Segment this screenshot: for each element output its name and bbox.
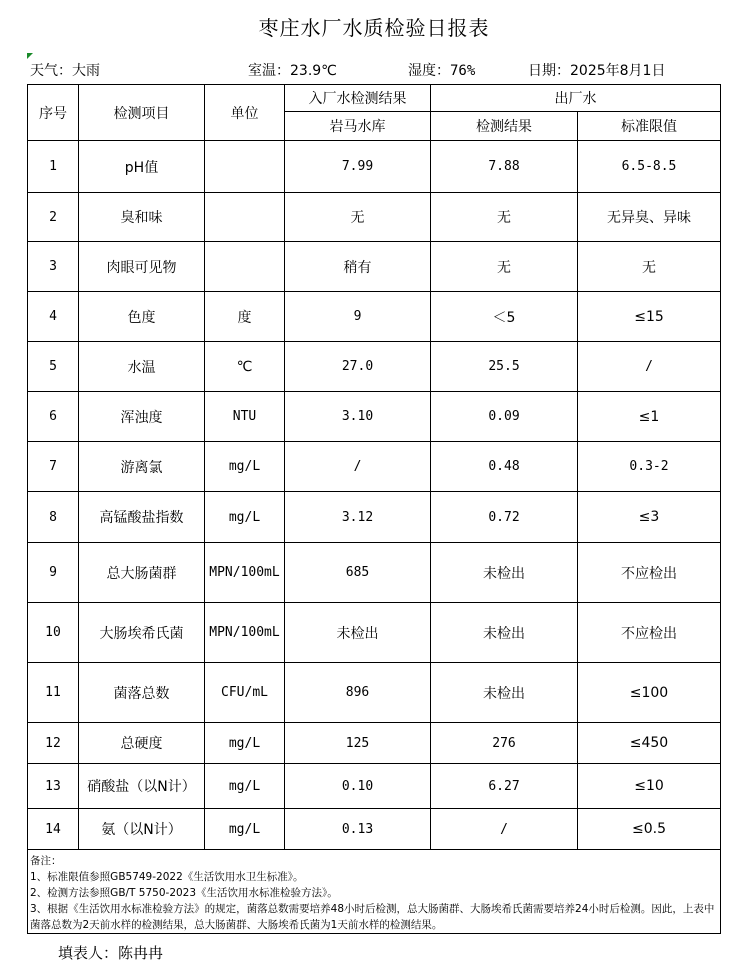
filler-label: 填表人： [58,944,119,962]
cell-limit: ≤100 [578,663,721,723]
cell-seq: 4 [28,292,79,342]
cell-unit: NTU [205,392,285,442]
cell-result: 276 [431,723,578,764]
cell-item: 总硬度 [79,723,205,764]
room-temperature-info [248,60,337,80]
cell-seq: 6 [28,392,79,442]
cell-seq: 8 [28,492,79,543]
cell-item: 浑浊度 [79,392,205,442]
cell-item: 硝酸盐（以N计） [79,764,205,809]
cell-inlet: 27.0 [285,342,431,392]
notes-heading: 备注： [30,855,62,867]
cell-inlet: 0.10 [285,764,431,809]
cell-inlet: 稍有 [285,242,431,292]
cell-inlet: 685 [285,543,431,603]
cell-item: 色度 [79,292,205,342]
table-row [28,543,721,603]
table-row [28,141,721,193]
water-quality-table [27,84,721,934]
cell-result: 7.88 [431,141,578,193]
cell-item: 游离氯 [79,442,205,492]
cell-limit: 无异臭、异味 [578,193,721,242]
note-line-1: 1、标准限值参照GB5749-2022《生活饮用水卫生标准》。 [30,871,304,883]
cell-limit: ≤1 [578,392,721,442]
cell-inlet: 无 [285,193,431,242]
cell-seq: 2 [28,193,79,242]
table-row [28,809,721,850]
cell-item: 水温 [79,342,205,392]
table-row [28,663,721,723]
cell-unit [205,193,285,242]
cell-seq: 11 [28,663,79,723]
cell-result: 无 [431,193,578,242]
cell-item: 氨（以N计） [79,809,205,850]
cell-result: 6.27 [431,764,578,809]
cell-item: 肉眼可见物 [79,242,205,292]
cell-item: 高锰酸盐指数 [79,492,205,543]
cell-result: ＜5 [431,292,578,342]
table-row [28,442,721,492]
cell-inlet: 7.99 [285,141,431,193]
date-info [528,60,665,80]
table-row [28,342,721,392]
cell-limit: 不应检出 [578,543,721,603]
cell-limit: ≤3 [578,492,721,543]
cell-inlet: 9 [285,292,431,342]
cell-inlet: 0.13 [285,809,431,850]
cell-unit: mg/L [205,492,285,543]
report-title: 枣庄水厂水质检验日报表 [258,16,490,40]
cell-unit: mg/L [205,723,285,764]
cell-seq: 1 [28,141,79,193]
notes-cell [28,850,721,934]
cell-seq: 3 [28,242,79,292]
cell-item: 总大肠菌群 [79,543,205,603]
cell-limit: 6.5-8.5 [578,141,721,193]
room-temperature-value: 23.9℃ [290,63,337,79]
cell-limit: ≤0.5 [578,809,721,850]
humidity-label: 湿度： [408,63,450,79]
cell-result: 0.48 [431,442,578,492]
cell-inlet: / [285,442,431,492]
cell-limit: 无 [578,242,721,292]
weather-label: 天气： [30,63,72,79]
cell-result: 0.72 [431,492,578,543]
cell-seq: 5 [28,342,79,392]
table-row [28,723,721,764]
cell-unit: MPN/100mL [205,603,285,663]
cell-result: 无 [431,242,578,292]
header-outlet-group: 出厂水 [431,85,721,112]
cell-result: 25.5 [431,342,578,392]
cell-item: 菌落总数 [79,663,205,723]
header-item: 检测项目 [79,85,205,141]
filler-name: 陈冉冉 [118,944,164,962]
cell-inlet: 3.10 [285,392,431,442]
cell-unit: MPN/100mL [205,543,285,603]
notes-block [28,850,720,933]
cell-seq: 9 [28,543,79,603]
cell-limit: ≤450 [578,723,721,764]
cell-limit: / [578,342,721,392]
cell-seq: 13 [28,764,79,809]
cell-limit: ≤15 [578,292,721,342]
table-row [28,764,721,809]
table-row [28,603,721,663]
cell-unit: ℃ [205,342,285,392]
cell-inlet: 125 [285,723,431,764]
cell-comment-marker [27,53,33,59]
humidity-info [408,60,475,80]
note-line-3: 3、根据《生活饮用水标准检验方法》的规定，菌落总数需要培养48小时后检测，总大肠菌群、大肠埃希氏菌需要培养24小时后检测。因此，上表中菌落总数为2天前水样的检测结果，总大肠菌群、大肠埃希氏菌为1天前水样的检测结果。 [30,903,715,931]
header-inlet-group: 入厂水检测结果 [285,85,431,112]
cell-unit [205,141,285,193]
cell-seq: 12 [28,723,79,764]
cell-inlet: 896 [285,663,431,723]
table-row [28,492,721,543]
note-line-2: 2、检测方法参照GB/T 5750-2023《生活饮用水标准检验方法》。 [30,887,338,899]
notes-row [28,850,721,934]
cell-seq: 7 [28,442,79,492]
cell-seq: 10 [28,603,79,663]
cell-unit: mg/L [205,764,285,809]
header-outlet-result: 检测结果 [431,112,578,141]
date-label: 日期： [528,63,570,79]
cell-result: / [431,809,578,850]
cell-unit: 度 [205,292,285,342]
table-row [28,193,721,242]
table-row [28,242,721,292]
humidity-value: 76% [450,63,476,79]
cell-item: 臭和味 [79,193,205,242]
cell-unit: CFU/mL [205,663,285,723]
cell-limit: 不应检出 [578,603,721,663]
cell-inlet: 3.12 [285,492,431,543]
cell-item: 大肠埃希氏菌 [79,603,205,663]
cell-limit: 0.3-2 [578,442,721,492]
cell-seq: 14 [28,809,79,850]
cell-result: 0.09 [431,392,578,442]
header-seq: 序号 [28,85,79,141]
cell-inlet: 未检出 [285,603,431,663]
cell-unit [205,242,285,292]
weather-info [30,60,100,80]
cell-unit: mg/L [205,809,285,850]
table-row [28,292,721,342]
header-outlet-limit: 标准限值 [578,112,721,141]
header-unit: 单位 [205,85,285,141]
cell-result: 未检出 [431,603,578,663]
filler-info [58,942,163,963]
cell-result: 未检出 [431,663,578,723]
table-row [28,392,721,442]
weather-value: 大雨 [72,63,100,79]
cell-unit: mg/L [205,442,285,492]
cell-item: pH值 [79,141,205,193]
header-inlet-source: 岩马水库 [285,112,431,141]
cell-limit: ≤10 [578,764,721,809]
header-row-top [28,85,721,112]
room-temperature-label: 室温： [248,63,290,79]
cell-result: 未检出 [431,543,578,603]
date-value: 2025年8月1日 [570,63,666,79]
